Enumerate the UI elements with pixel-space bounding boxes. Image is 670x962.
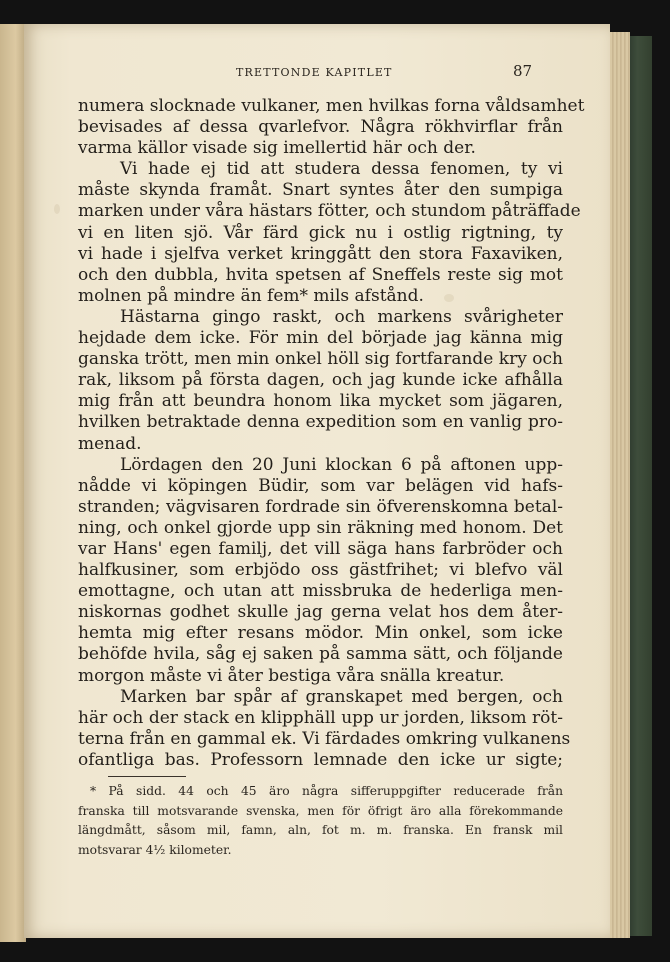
text-line: hemta mig efter resans mödor. Min onkel, som icke xyxy=(78,623,563,644)
footnote-rule xyxy=(108,776,186,777)
text-line: måste skynda framåt. Snart syntes åter den sumpiga xyxy=(78,180,563,201)
text-line: halfkusiner, som erbjödo oss gästfrihet; vi blefvo väl xyxy=(78,560,563,581)
text-line: morgon måste vi åter bestiga våra snälla kreatur. xyxy=(78,665,505,686)
paragraph xyxy=(78,159,581,307)
text-line: terna från en gammal ek. Vi färdades omkring vulkanens xyxy=(78,728,571,749)
text-line: och den dubbla, hvita spetsen af Sneffels reste sig mot xyxy=(78,264,563,285)
footnote-line: motsvarar 4½ kilometer. xyxy=(78,842,232,857)
text-line: marken under våra hästars fötter, och stundom påträffade xyxy=(78,201,581,222)
text-line: varma källor visade sig imellertid här och der. xyxy=(78,138,476,159)
text-line: ganska trött, men min onkel höll sig fortfarande kry och xyxy=(78,349,563,370)
text-line: stranden; vägvisaren fordrade sin öfverenskomna betal- xyxy=(78,496,563,517)
text-line: rak, liksom på första dagen, och jag kunde icke afhålla xyxy=(78,370,563,391)
text-line: ning, och onkel gjorde upp sin räkning med honom. Det xyxy=(78,517,563,538)
text-line: hejdade dem icke. För min del började jag känna mig xyxy=(78,328,563,349)
paragraph xyxy=(78,455,563,687)
paragraph xyxy=(78,307,563,455)
text-line: numera slocknade vulkaner, men hvilkas forna våldsamhet xyxy=(78,96,585,116)
body-text xyxy=(78,96,585,771)
paragraph xyxy=(78,686,571,771)
footnote-line: längdmått, såsom mil, famn, aln, fot m. m. franska. En fransk mil xyxy=(78,823,563,838)
text-line: ofantliga bas. Professorn lemnade den icke ur sigte; xyxy=(78,749,563,770)
text-line: nådde vi köpingen Büdir, som var belägen vid hafs- xyxy=(78,475,563,496)
text-line: bevisades af dessa qvarlefvor. Några rökhvirflar från xyxy=(78,117,563,138)
text-line: menad. xyxy=(78,433,142,454)
text-line: Lördagen den 20 Juni klockan 6 på aftonen upp- xyxy=(120,454,563,475)
running-title: TRETTONDE KAPITLET xyxy=(236,66,393,79)
text-line: emottagne, och utan att missbruka de hederliga men- xyxy=(78,581,563,602)
book-cover-edge xyxy=(628,36,652,936)
footnote-line: franska till motsvarande svenska, men för öfrigt äro alla förekommande xyxy=(78,803,563,818)
text-line: vi en liten sjö. Vår färd gick nu i ostlig rigtning, ty xyxy=(78,222,563,243)
paragraph xyxy=(78,96,585,159)
text-line: här och der stack en klipphäll upp ur jorden, liksom röt- xyxy=(78,707,563,728)
text-line: vi hade i sjelfva verket kringgått den stora Faxaviken, xyxy=(78,243,563,264)
text-line: Hästarna gingo raskt, och markens svårigheter xyxy=(120,306,563,327)
text-line: mig från att beundra honom lika mycket som jägaren, xyxy=(78,391,563,412)
page-number: 87 xyxy=(513,62,533,80)
footnote xyxy=(78,782,563,860)
text-line: Marken bar spår af granskapet med bergen, och xyxy=(120,686,563,707)
paper-spot xyxy=(54,204,60,214)
text-line: behöfde hvila, såg ej saken på samma sätt, och följande xyxy=(78,644,563,665)
text-line: Vi hade ej tid att studera dessa fenomen, ty vi xyxy=(120,159,563,180)
page-header xyxy=(24,62,610,84)
text-line: niskornas godhet skulle jag gerna velat hos dem åter- xyxy=(78,602,563,623)
footnote-line: * På sidd. 44 och 45 äro några sifferuppgifter reducerade från xyxy=(90,784,563,798)
text-line: molnen på mindre än fem* mils afstånd. xyxy=(78,285,424,306)
book-page xyxy=(24,24,610,938)
previous-page-edge xyxy=(0,24,26,942)
text-line: hvilken betraktade denna expedition som en vanlig pro- xyxy=(78,412,563,433)
text-line: var Hans' egen familj, det vill säga hans farbröder och xyxy=(78,538,563,559)
